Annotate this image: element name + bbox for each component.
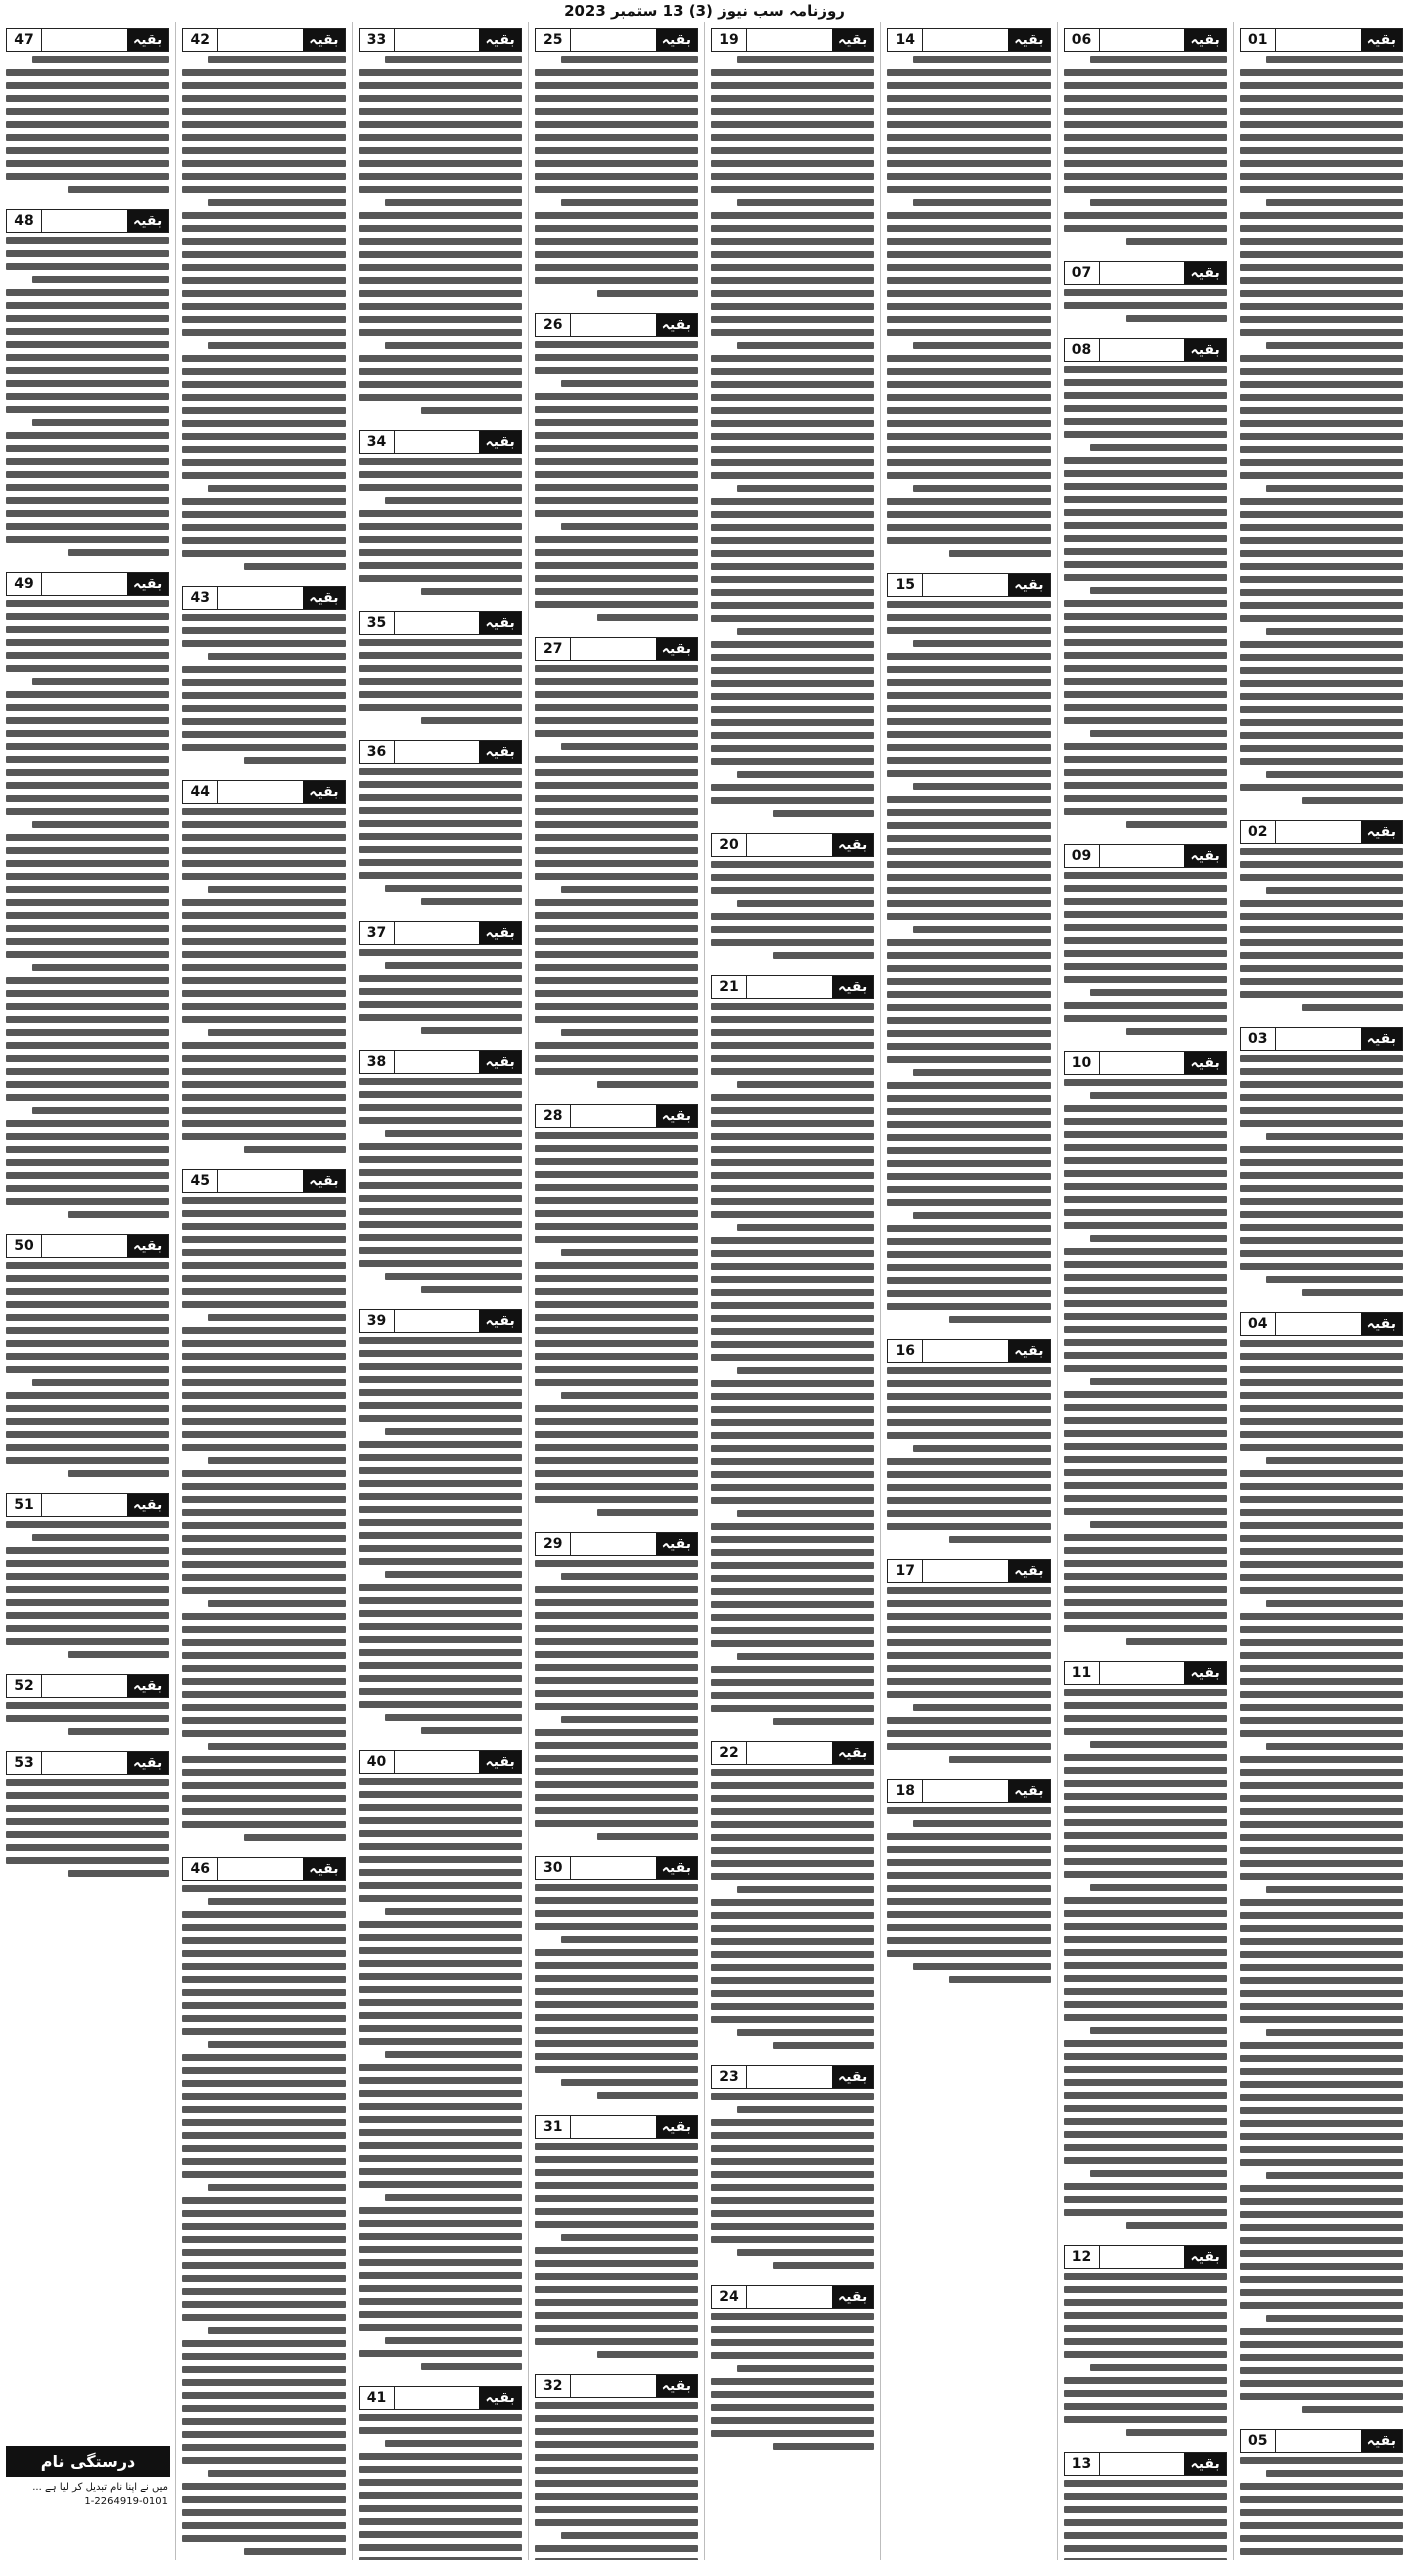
article-text-block xyxy=(1064,1689,1227,2235)
article-text-block xyxy=(711,861,874,965)
baqia-tag: بقیہ xyxy=(1184,29,1225,51)
continuation-header-22 xyxy=(711,1741,874,1765)
column-8 xyxy=(0,22,175,2560)
continuation-number: 12 xyxy=(1065,2246,1100,2268)
continuation-header-15 xyxy=(887,573,1050,597)
continuation-number: 37 xyxy=(360,922,395,944)
baqia-tag: بقیہ xyxy=(303,1858,344,1880)
baqia-tag: بقیہ xyxy=(1361,1028,1402,1050)
continuation-number: 02 xyxy=(1241,821,1276,843)
article-text-block xyxy=(6,600,169,1224)
continuation-header-23 xyxy=(711,2065,874,2089)
article-text-block xyxy=(887,1587,1050,1769)
baqia-tag: بقیہ xyxy=(479,922,520,944)
article-text-block xyxy=(359,639,522,730)
article-text-block xyxy=(1064,2480,1227,2560)
newspaper-page xyxy=(0,22,1409,2560)
continuation-header-11 xyxy=(1064,1661,1227,1685)
article-text-block xyxy=(6,1262,169,1483)
continuation-number: 47 xyxy=(7,29,42,51)
article-text-block xyxy=(535,56,698,303)
continuation-header-02 xyxy=(1240,820,1403,844)
article-text-block xyxy=(711,1769,874,2055)
baqia-tag: بقیہ xyxy=(479,431,520,453)
baqia-tag: بقیہ xyxy=(1361,1313,1402,1335)
baqia-tag: بقیہ xyxy=(656,1857,697,1879)
continuation-header-37 xyxy=(359,921,522,945)
baqia-tag: بقیہ xyxy=(1184,339,1225,361)
continuation-header-26 xyxy=(535,313,698,337)
continuation-header-53 xyxy=(6,1751,169,1775)
name-correction-notice xyxy=(6,2446,170,2556)
continuation-number: 17 xyxy=(888,1560,923,1582)
continuation-number: 15 xyxy=(888,574,923,596)
article-text-block xyxy=(359,768,522,911)
baqia-tag: بقیہ xyxy=(479,1751,520,1773)
notice-heading: درستگی نام xyxy=(6,2446,170,2477)
baqia-tag: بقیہ xyxy=(656,29,697,51)
continuation-header-25 xyxy=(535,28,698,52)
baqia-tag: بقیہ xyxy=(479,1310,520,1332)
continuation-number: 06 xyxy=(1065,29,1100,51)
article-text-block xyxy=(6,1779,169,1883)
baqia-tag: بقیہ xyxy=(479,1051,520,1073)
continuation-number: 27 xyxy=(536,638,571,660)
continuation-number: 33 xyxy=(360,29,395,51)
column-7 xyxy=(175,22,351,2560)
article-text-block xyxy=(887,1807,1050,1989)
continuation-number: 04 xyxy=(1241,1313,1276,1335)
continuation-number: 49 xyxy=(7,573,42,595)
baqia-tag: بقیہ xyxy=(479,29,520,51)
continuation-number: 13 xyxy=(1065,2453,1100,2475)
article-text-block xyxy=(535,1884,698,2105)
masthead xyxy=(0,0,1409,22)
continuation-header-18 xyxy=(887,1779,1050,1803)
article-text-block xyxy=(535,1132,698,1522)
continuation-header-41 xyxy=(359,2386,522,2410)
column-4 xyxy=(704,22,880,2560)
continuation-number: 43 xyxy=(183,587,218,609)
notice-body: میں نے اپنا نام تبدیل کر لیا ہے ... 0101-2264919-1 xyxy=(32,2482,168,2507)
continuation-header-36 xyxy=(359,740,522,764)
article-text-block xyxy=(1240,1055,1403,1302)
continuation-header-28 xyxy=(535,1104,698,1128)
article-text-block xyxy=(182,1197,345,1847)
article-text-block xyxy=(1064,1079,1227,1651)
baqia-tag: بقیہ xyxy=(1008,1780,1049,1802)
baqia-tag: بقیہ xyxy=(127,573,168,595)
baqia-tag: بقیہ xyxy=(1184,262,1225,284)
continuation-number: 42 xyxy=(183,29,218,51)
continuation-number: 24 xyxy=(712,2286,747,2308)
continuation-header-12 xyxy=(1064,2245,1227,2269)
continuation-header-47 xyxy=(6,28,169,52)
baqia-tag: بقیہ xyxy=(1361,29,1402,51)
article-text-block xyxy=(711,2093,874,2275)
column-2 xyxy=(1057,22,1233,2560)
continuation-header-10 xyxy=(1064,1051,1227,1075)
baqia-tag: بقیہ xyxy=(1184,1662,1225,1684)
article-text-block xyxy=(182,614,345,770)
continuation-number: 40 xyxy=(360,1751,395,1773)
continuation-header-38 xyxy=(359,1050,522,1074)
baqia-tag: بقیہ xyxy=(1008,574,1049,596)
continuation-header-17 xyxy=(887,1559,1050,1583)
continuation-header-06 xyxy=(1064,28,1227,52)
baqia-tag: بقیہ xyxy=(303,587,344,609)
article-text-block xyxy=(6,237,169,562)
baqia-tag: بقیہ xyxy=(127,1675,168,1697)
baqia-tag: بقیہ xyxy=(1184,2453,1225,2475)
baqia-tag: بقیہ xyxy=(656,2375,697,2397)
continuation-number: 35 xyxy=(360,612,395,634)
continuation-number: 41 xyxy=(360,2387,395,2409)
continuation-header-33 xyxy=(359,28,522,52)
article-text-block xyxy=(887,1367,1050,1549)
baqia-tag: بقیہ xyxy=(832,2286,873,2308)
article-text-block xyxy=(1240,56,1403,810)
continuation-header-03 xyxy=(1240,1027,1403,1051)
continuation-number: 44 xyxy=(183,781,218,803)
continuation-header-35 xyxy=(359,611,522,635)
continuation-number: 14 xyxy=(888,29,923,51)
continuation-header-05 xyxy=(1240,2429,1403,2453)
article-text-block xyxy=(887,601,1050,1329)
baqia-tag: بقیہ xyxy=(1184,2246,1225,2268)
baqia-tag: بقیہ xyxy=(832,2066,873,2088)
baqia-tag: بقیہ xyxy=(656,314,697,336)
continuation-number: 22 xyxy=(712,1742,747,1764)
continuation-header-14 xyxy=(887,28,1050,52)
continuation-number: 38 xyxy=(360,1051,395,1073)
article-text-block xyxy=(1240,1340,1403,2419)
continuation-number: 23 xyxy=(712,2066,747,2088)
baqia-tag: بقیہ xyxy=(127,210,168,232)
baqia-tag: بقیہ xyxy=(479,2387,520,2409)
continuation-number: 53 xyxy=(7,1752,42,1774)
continuation-number: 21 xyxy=(712,976,747,998)
continuation-header-19 xyxy=(711,28,874,52)
continuation-header-21 xyxy=(711,975,874,999)
continuation-number: 26 xyxy=(536,314,571,336)
continuation-number: 08 xyxy=(1065,339,1100,361)
article-text-block xyxy=(535,665,698,1094)
baqia-tag: بقیہ xyxy=(127,29,168,51)
continuation-header-46 xyxy=(182,1857,345,1881)
continuation-number: 50 xyxy=(7,1235,42,1257)
continuation-number: 11 xyxy=(1065,1662,1100,1684)
article-text-block xyxy=(535,1560,698,1846)
baqia-tag: بقیہ xyxy=(1008,1560,1049,1582)
continuation-header-51 xyxy=(6,1493,169,1517)
continuation-header-40 xyxy=(359,1750,522,1774)
baqia-tag: بقیہ xyxy=(479,741,520,763)
article-text-block xyxy=(1064,872,1227,1041)
continuation-number: 10 xyxy=(1065,1052,1100,1074)
continuation-number: 16 xyxy=(888,1340,923,1362)
continuation-header-52 xyxy=(6,1674,169,1698)
article-text-block xyxy=(6,56,169,199)
column-3 xyxy=(880,22,1056,2560)
baqia-tag: بقیہ xyxy=(656,1533,697,1555)
continuation-header-30 xyxy=(535,1856,698,1880)
continuation-number: 20 xyxy=(712,834,747,856)
continuation-number: 32 xyxy=(536,2375,571,2397)
continuation-header-34 xyxy=(359,430,522,454)
continuation-number: 48 xyxy=(7,210,42,232)
article-text-block xyxy=(535,2143,698,2364)
article-text-block xyxy=(1064,56,1227,251)
continuation-header-32 xyxy=(535,2374,698,2398)
article-text-block xyxy=(359,1778,522,2376)
continuation-number: 34 xyxy=(360,431,395,453)
article-text-block xyxy=(359,458,522,601)
article-text-block xyxy=(535,341,698,627)
continuation-header-08 xyxy=(1064,338,1227,362)
baqia-tag: بقیہ xyxy=(127,1494,168,1516)
continuation-header-07 xyxy=(1064,261,1227,285)
continuation-header-48 xyxy=(6,209,169,233)
continuation-header-44 xyxy=(182,780,345,804)
continuation-number: 18 xyxy=(888,1780,923,1802)
masthead-text: روزنامہ سب نیوز (3) 13 ستمبر 2023 xyxy=(564,2,845,20)
article-text-block xyxy=(535,2402,698,2560)
continuation-header-31 xyxy=(535,2115,698,2139)
baqia-tag: بقیہ xyxy=(656,1105,697,1127)
baqia-tag: بقیہ xyxy=(1361,2430,1402,2452)
baqia-tag: بقیہ xyxy=(127,1235,168,1257)
article-text-block xyxy=(1064,2273,1227,2442)
continuation-number: 31 xyxy=(536,2116,571,2138)
article-text-block xyxy=(711,56,874,823)
continuation-header-50 xyxy=(6,1234,169,1258)
continuation-number: 28 xyxy=(536,1105,571,1127)
continuation-header-09 xyxy=(1064,844,1227,868)
continuation-number: 05 xyxy=(1241,2430,1276,2452)
article-text-block xyxy=(359,1337,522,1740)
continuation-header-42 xyxy=(182,28,345,52)
continuation-number: 30 xyxy=(536,1857,571,1879)
article-text-block xyxy=(182,56,345,576)
continuation-number: 03 xyxy=(1241,1028,1276,1050)
article-text-block xyxy=(1064,289,1227,328)
article-text-block xyxy=(1064,366,1227,834)
continuation-header-39 xyxy=(359,1309,522,1333)
article-text-block xyxy=(6,1702,169,1741)
continuation-header-43 xyxy=(182,586,345,610)
article-text-block xyxy=(711,1003,874,1731)
continuation-header-16 xyxy=(887,1339,1050,1363)
baqia-tag: بقیہ xyxy=(303,781,344,803)
column-6 xyxy=(352,22,528,2560)
baqia-tag: بقیہ xyxy=(303,29,344,51)
baqia-tag: بقیہ xyxy=(1184,845,1225,867)
article-text-block xyxy=(1240,2457,1403,2560)
baqia-tag: بقیہ xyxy=(832,1742,873,1764)
baqia-tag: بقیہ xyxy=(1008,1340,1049,1362)
article-text-block xyxy=(359,56,522,420)
article-text-block xyxy=(182,1885,345,2560)
baqia-tag: بقیہ xyxy=(303,1170,344,1192)
article-text-block xyxy=(359,2414,522,2560)
continuation-header-20 xyxy=(711,833,874,857)
continuation-header-29 xyxy=(535,1532,698,1556)
column-5 xyxy=(528,22,704,2560)
continuation-header-49 xyxy=(6,572,169,596)
continuation-number: 46 xyxy=(183,1858,218,1880)
continuation-header-45 xyxy=(182,1169,345,1193)
article-text-block xyxy=(359,949,522,1040)
baqia-tag: بقیہ xyxy=(656,2116,697,2138)
continuation-number: 19 xyxy=(712,29,747,51)
article-text-block xyxy=(6,1521,169,1664)
article-text-block xyxy=(182,808,345,1159)
continuation-number: 39 xyxy=(360,1310,395,1332)
article-text-block xyxy=(359,1078,522,1299)
baqia-tag: بقیہ xyxy=(832,29,873,51)
baqia-tag: بقیہ xyxy=(832,834,873,856)
continuation-header-13 xyxy=(1064,2452,1227,2476)
baqia-tag: بقیہ xyxy=(832,976,873,998)
continuation-header-04 xyxy=(1240,1312,1403,1336)
continuation-number: 51 xyxy=(7,1494,42,1516)
continuation-header-01 xyxy=(1240,28,1403,52)
continuation-number: 29 xyxy=(536,1533,571,1555)
article-text-block xyxy=(887,56,1050,563)
continuation-number: 01 xyxy=(1241,29,1276,51)
baqia-tag: بقیہ xyxy=(127,1752,168,1774)
continuation-number: 45 xyxy=(183,1170,218,1192)
article-text-block xyxy=(711,2313,874,2456)
baqia-tag: بقیہ xyxy=(1008,29,1049,51)
continuation-number: 07 xyxy=(1065,262,1100,284)
baqia-tag: بقیہ xyxy=(1361,821,1402,843)
baqia-tag: بقیہ xyxy=(1184,1052,1225,1074)
article-text-block xyxy=(1240,848,1403,1017)
column-1 xyxy=(1233,22,1409,2560)
continuation-number: 36 xyxy=(360,741,395,763)
baqia-tag: بقیہ xyxy=(656,638,697,660)
continuation-header-24 xyxy=(711,2285,874,2309)
baqia-tag: بقیہ xyxy=(479,612,520,634)
continuation-number: 52 xyxy=(7,1675,42,1697)
continuation-header-27 xyxy=(535,637,698,661)
continuation-number: 25 xyxy=(536,29,571,51)
continuation-number: 09 xyxy=(1065,845,1100,867)
